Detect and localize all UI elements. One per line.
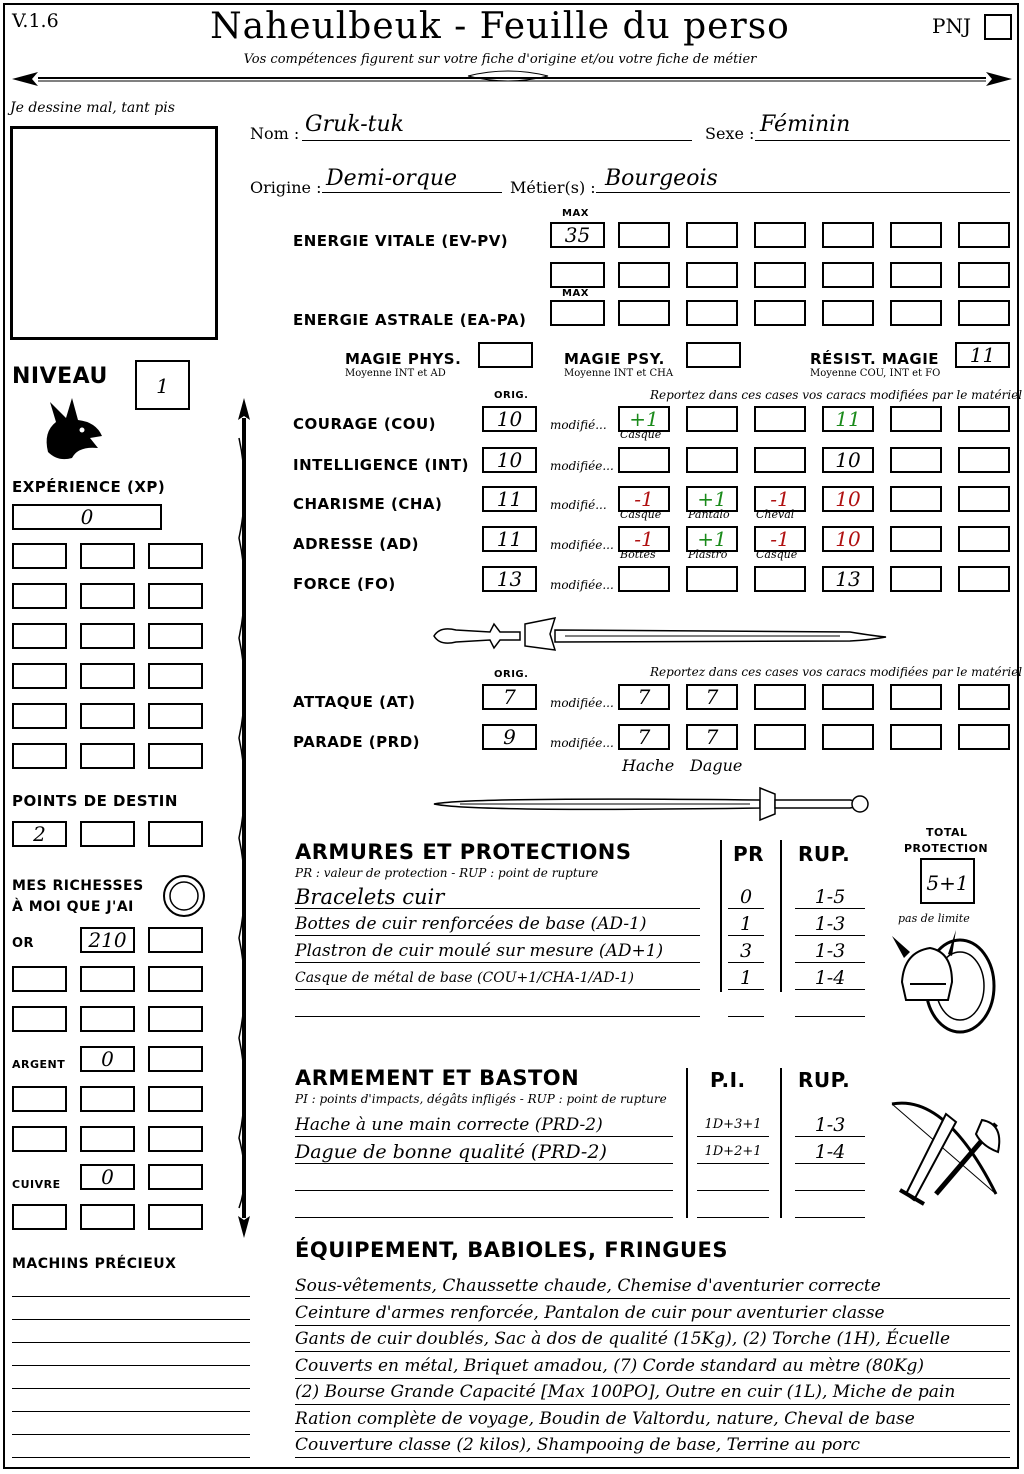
xp-box[interactable]: 0 bbox=[12, 504, 162, 530]
ad-orig-box-value: 11 bbox=[496, 527, 523, 551]
ev-box-row2-7[interactable] bbox=[958, 262, 1010, 288]
nom-value[interactable]: Gruk-tuk bbox=[305, 112, 404, 137]
armure-row-pr[interactable]: 0 bbox=[728, 884, 764, 909]
cou-orig-box[interactable] bbox=[482, 406, 537, 432]
prd-mod-box-1-value: 7 bbox=[637, 725, 651, 749]
origine-label: Origine : bbox=[250, 178, 322, 197]
money-box[interactable] bbox=[12, 1204, 67, 1230]
ad-mod-box-6[interactable] bbox=[958, 526, 1010, 552]
money-box[interactable] bbox=[80, 927, 135, 953]
ad-mod-source-3: Casque bbox=[756, 548, 798, 561]
prd-mod-box-1[interactable] bbox=[618, 724, 670, 750]
sword-upper bbox=[430, 610, 890, 660]
prd-mod-box-6[interactable] bbox=[958, 724, 1010, 750]
at-mod-box-1[interactable] bbox=[618, 684, 670, 710]
magie-psy-note: Moyenne INT et CHA bbox=[564, 368, 674, 379]
cha-mod-source-3: Cheval bbox=[756, 508, 795, 521]
crossed-weapons-icon bbox=[886, 1094, 1006, 1218]
xp-cell[interactable] bbox=[12, 743, 67, 769]
ev-box-row2-6[interactable] bbox=[890, 262, 942, 288]
at-orig-box[interactable] bbox=[482, 684, 537, 710]
sexe-value[interactable]: Féminin bbox=[760, 112, 851, 137]
prd-mod-box-5[interactable] bbox=[890, 724, 942, 750]
int-mod-box-1[interactable] bbox=[618, 447, 670, 473]
pr-header: PR bbox=[733, 842, 765, 866]
xp-cell[interactable] bbox=[148, 663, 203, 689]
cou-mod-source-1: Casque bbox=[620, 428, 662, 441]
xp-cell[interactable] bbox=[80, 703, 135, 729]
armure-row-pr[interactable]: 3 bbox=[728, 938, 764, 963]
xp-cell[interactable] bbox=[80, 543, 135, 569]
fo-orig-box[interactable] bbox=[482, 566, 537, 592]
armement-divider-2 bbox=[780, 1068, 782, 1218]
machins-line[interactable] bbox=[12, 1319, 250, 1320]
cha-mod-box-5[interactable] bbox=[890, 486, 942, 512]
destin-box-2[interactable] bbox=[80, 821, 135, 847]
ev-max-label: MAX bbox=[562, 208, 589, 219]
page-title: Naheulbeuk - Feuille du perso bbox=[210, 6, 790, 47]
ad-mod-box-4[interactable] bbox=[822, 526, 874, 552]
armure-row-rup[interactable] bbox=[795, 992, 865, 1017]
prd-mod-box-4[interactable] bbox=[822, 724, 874, 750]
armure-row-name[interactable] bbox=[295, 992, 700, 1017]
spear-divider-top bbox=[8, 66, 1016, 90]
cha-mod-source-2: Pantalo bbox=[688, 508, 730, 521]
machins-line[interactable] bbox=[12, 1342, 250, 1343]
armement-row-rup[interactable] bbox=[795, 1193, 865, 1218]
cha-modifie-label: modifié... bbox=[550, 498, 607, 512]
fo-mod-box-5[interactable] bbox=[890, 566, 942, 592]
magie-phys-note: Moyenne INT et AD bbox=[345, 368, 446, 379]
money-box[interactable] bbox=[80, 1046, 135, 1072]
ev-box-2[interactable] bbox=[686, 222, 738, 248]
cha-mod-box-4-value: 10 bbox=[835, 487, 861, 511]
prd-label: PARADE (PRD) bbox=[293, 733, 421, 751]
xp-cell[interactable] bbox=[80, 663, 135, 689]
total-label-1: TOTAL bbox=[926, 826, 968, 839]
money-box[interactable] bbox=[80, 1204, 135, 1230]
cha-mod-box-3-value: -1 bbox=[770, 487, 790, 511]
money-box[interactable] bbox=[148, 927, 203, 953]
money-box[interactable] bbox=[80, 1006, 135, 1032]
money-box[interactable] bbox=[148, 1204, 203, 1230]
money-box[interactable] bbox=[148, 1164, 203, 1190]
money-box[interactable] bbox=[148, 1006, 203, 1032]
armures-divider-1 bbox=[720, 840, 722, 992]
equipement-line[interactable]: Couverture classe (2 kilos), Shampooing de base, Terrine au porc bbox=[295, 1433, 1010, 1458]
argent-label: ARGENT bbox=[12, 1058, 66, 1071]
int-label: INTELLIGENCE (INT) bbox=[293, 456, 469, 474]
xp-cell[interactable] bbox=[148, 743, 203, 769]
at-label: ATTAQUE (AT) bbox=[293, 693, 416, 711]
armement-divider-1 bbox=[686, 1068, 688, 1218]
int-mod-box-6[interactable] bbox=[958, 447, 1010, 473]
armures-rup-header: RUP. bbox=[798, 842, 851, 866]
machins-line[interactable] bbox=[12, 1434, 250, 1435]
cou-label: COURAGE (COU) bbox=[293, 415, 437, 433]
magie-phys-box[interactable] bbox=[478, 342, 533, 368]
money-box-value: 0 bbox=[101, 1165, 114, 1189]
destin-box-3[interactable] bbox=[148, 821, 203, 847]
money-box[interactable] bbox=[80, 966, 135, 992]
at-orig-box-value: 7 bbox=[503, 685, 516, 709]
armure-row-pr[interactable]: 1 bbox=[728, 911, 764, 936]
metier-underline bbox=[596, 192, 1010, 193]
cou-mod-box-3[interactable] bbox=[754, 406, 806, 432]
pnj-checkbox[interactable] bbox=[984, 14, 1012, 40]
money-box[interactable] bbox=[12, 1126, 67, 1152]
ev-box-1[interactable] bbox=[618, 222, 670, 248]
prd-modifie-label: modifiée... bbox=[550, 736, 614, 750]
cou-mod-box-1-value: +1 bbox=[629, 407, 659, 431]
cou-mod-box-4-value: 11 bbox=[835, 407, 861, 431]
version-label: V.1.6 bbox=[12, 10, 59, 32]
armement-rup-header: RUP. bbox=[798, 1068, 851, 1092]
ad-mod-source-2: Plastro bbox=[688, 548, 728, 561]
money-box-value: 210 bbox=[88, 928, 127, 952]
armure-row-rup[interactable]: 1-3 bbox=[795, 938, 865, 963]
money-box[interactable] bbox=[148, 1046, 203, 1072]
ea-box-2[interactable] bbox=[686, 300, 738, 326]
at-mod-box-2[interactable] bbox=[686, 684, 738, 710]
ev-box-row2-5[interactable] bbox=[822, 262, 874, 288]
armure-row-pr[interactable] bbox=[728, 992, 764, 1017]
armement-row-pi[interactable] bbox=[697, 1166, 769, 1191]
destin-box-1[interactable]: 2 bbox=[12, 821, 67, 847]
at-mod-box-2-value: 7 bbox=[705, 685, 719, 709]
int-mod-box-2[interactable] bbox=[686, 447, 738, 473]
ea-box-6[interactable] bbox=[958, 300, 1010, 326]
ev-box-6[interactable] bbox=[958, 222, 1010, 248]
cha-mod-box-6[interactable] bbox=[958, 486, 1010, 512]
armement-row-rup[interactable] bbox=[795, 1166, 865, 1191]
ad-mod-box-3-value: -1 bbox=[770, 527, 790, 551]
cuivre-label: CUIVRE bbox=[12, 1178, 61, 1191]
money-box[interactable] bbox=[80, 1086, 135, 1112]
prd-mod-box-2[interactable] bbox=[686, 724, 738, 750]
helmet-shield-icon bbox=[890, 928, 1000, 1038]
money-box[interactable] bbox=[148, 966, 203, 992]
richesses-label-1: MES RICHESSES bbox=[12, 878, 144, 894]
ev-box-row2-1[interactable] bbox=[550, 262, 605, 288]
fo-modifie-label: modifiée... bbox=[550, 578, 614, 592]
magie-psy-label: MAGIE PSY. bbox=[564, 350, 665, 368]
magie-psy-box[interactable] bbox=[686, 342, 741, 368]
ad-label: ADRESSE (AD) bbox=[293, 535, 420, 553]
armures-note: PR : valeur de protection - RUP : point de rupture bbox=[295, 866, 599, 880]
combat-orig-label: ORIG. bbox=[494, 669, 529, 680]
sexe-underline bbox=[755, 140, 1010, 141]
fo-orig-box-value: 13 bbox=[496, 567, 523, 591]
equipement-line[interactable]: Ration complète de voyage, Boudin de Valtordu, nature, Cheval de base bbox=[295, 1407, 1010, 1432]
total-protection-box[interactable]: 5+1 bbox=[920, 858, 975, 904]
armement-row-rup[interactable]: 1-3 bbox=[795, 1112, 865, 1137]
armure-row-pr[interactable]: 1 bbox=[728, 965, 764, 990]
xp-cell[interactable] bbox=[12, 623, 67, 649]
prd-mod-box-2-value: 7 bbox=[705, 725, 719, 749]
or-label: OR bbox=[12, 936, 35, 951]
cou-mod-box-5[interactable] bbox=[890, 406, 942, 432]
money-box[interactable] bbox=[80, 1126, 135, 1152]
equipement-line[interactable]: Ceinture d'armes renforcée, Pantalon de cuir pour aventurier classe bbox=[295, 1301, 1010, 1326]
nom-label: Nom : bbox=[250, 124, 300, 143]
combat-report-note: Reportez dans ces cases vos caracs modifiées par le matériel bbox=[650, 665, 1023, 679]
money-box[interactable] bbox=[80, 1164, 135, 1190]
int-mod-box-4[interactable] bbox=[822, 447, 874, 473]
machins-line[interactable] bbox=[12, 1296, 250, 1297]
vertical-spear bbox=[232, 398, 256, 1238]
armement-row-name[interactable]: Hache à une main correcte (PRD-2) bbox=[295, 1112, 673, 1137]
at-mod-box-1-value: 7 bbox=[637, 685, 651, 709]
at-mod-box-3[interactable] bbox=[754, 684, 806, 710]
xp-cell[interactable] bbox=[148, 703, 203, 729]
machins-line[interactable] bbox=[12, 1457, 250, 1458]
ea-box-4[interactable] bbox=[822, 300, 874, 326]
armement-title: ARMEMENT ET BASTON bbox=[295, 1066, 580, 1090]
cha-orig-box-value: 11 bbox=[496, 487, 523, 511]
xp-cell[interactable] bbox=[12, 663, 67, 689]
int-mod-box-3[interactable] bbox=[754, 447, 806, 473]
xp-cell[interactable] bbox=[148, 583, 203, 609]
ea-max-box[interactable] bbox=[550, 300, 605, 326]
xp-cell[interactable] bbox=[12, 583, 67, 609]
int-mod-box-5[interactable] bbox=[890, 447, 942, 473]
armures-title: ARMURES ET PROTECTIONS bbox=[295, 840, 632, 864]
ev-box-row2-3[interactable] bbox=[686, 262, 738, 288]
cha-label: CHARISME (CHA) bbox=[293, 495, 443, 513]
armement-row-name[interactable] bbox=[295, 1166, 673, 1191]
ad-mod-box-5[interactable] bbox=[890, 526, 942, 552]
money-box[interactable] bbox=[12, 966, 67, 992]
equipement-line[interactable]: Couverts en métal, Briquet amadou, (7) Corde standard au mètre (80Kg) bbox=[295, 1354, 1010, 1379]
ev-box-5[interactable] bbox=[890, 222, 942, 248]
ev-box-4[interactable] bbox=[822, 222, 874, 248]
total-label-2: PROTECTION bbox=[904, 842, 989, 855]
resist-magie-label: RÉSIST. MAGIE bbox=[810, 350, 940, 368]
destin-label: POINTS DE DESTIN bbox=[12, 792, 178, 810]
armure-row-rup[interactable]: 1-5 bbox=[795, 884, 865, 909]
armement-note: PI : points d'impacts, dégâts infligés - RUP : point de rupture bbox=[295, 1092, 667, 1106]
cha-mod-box-4[interactable] bbox=[822, 486, 874, 512]
sword-lower bbox=[430, 782, 875, 826]
xp-cell[interactable] bbox=[80, 743, 135, 769]
caracs-report-note: Reportez dans ces cases vos caracs modifiées par le matériel bbox=[650, 388, 1023, 402]
xp-cell[interactable] bbox=[148, 543, 203, 569]
ea-box-1[interactable] bbox=[618, 300, 670, 326]
ad-mod-source-1: Bottes bbox=[620, 548, 656, 561]
machins-line[interactable] bbox=[12, 1411, 250, 1412]
richesses-label-2: À MOI QUE J'AI bbox=[12, 899, 134, 915]
sexe-label: Sexe : bbox=[705, 124, 755, 143]
armure-row-name[interactable]: Plastron de cuir moulé sur mesure (AD+1) bbox=[295, 938, 700, 963]
ev-max-box[interactable]: 35 bbox=[550, 222, 605, 248]
armures-divider-2 bbox=[780, 840, 782, 992]
ad-modifie-label: modifiée... bbox=[550, 538, 614, 552]
money-box[interactable] bbox=[12, 1086, 67, 1112]
page-subtitle: Vos compétences figurent sur votre fiche d'origine et/ou votre fiche de métier bbox=[243, 52, 757, 67]
fo-mod-box-3[interactable] bbox=[754, 566, 806, 592]
money-box[interactable] bbox=[12, 1006, 67, 1032]
fo-mod-box-4-value: 13 bbox=[835, 567, 861, 591]
armement-row-name[interactable] bbox=[295, 1193, 673, 1218]
ea-label: ENERGIE ASTRALE (EA-PA) bbox=[293, 311, 527, 329]
equipement-title: ÉQUIPEMENT, BABIOLES, FRINGUES bbox=[295, 1238, 728, 1262]
coin-icon bbox=[160, 872, 208, 920]
fo-mod-box-4[interactable] bbox=[822, 566, 874, 592]
armure-row-rup[interactable]: 1-3 bbox=[795, 911, 865, 936]
money-box-value: 0 bbox=[101, 1047, 114, 1071]
xp-cell[interactable] bbox=[12, 703, 67, 729]
metier-label: Métier(s) : bbox=[510, 178, 596, 197]
fo-mod-box-2[interactable] bbox=[686, 566, 738, 592]
ev-box-row2-2[interactable] bbox=[618, 262, 670, 288]
money-box[interactable] bbox=[148, 1126, 203, 1152]
armure-row-name[interactable]: Bottes de cuir renforcées de base (AD-1) bbox=[295, 911, 700, 936]
armement-row-pi[interactable]: 1D+2+1 bbox=[697, 1139, 769, 1164]
money-box[interactable] bbox=[148, 1086, 203, 1112]
prd-orig-box-value: 9 bbox=[503, 725, 516, 749]
ea-box-5[interactable] bbox=[890, 300, 942, 326]
pi-header: P.I. bbox=[710, 1068, 746, 1092]
equipement-line[interactable]: Gants de cuir doublés, Sac à dos de qualité (15Kg), (2) Torche (1H), Écuelle bbox=[295, 1327, 1010, 1352]
cha-mod-box-2-value: +1 bbox=[697, 487, 727, 511]
at-mod-box-4[interactable] bbox=[822, 684, 874, 710]
ad-orig-box[interactable] bbox=[482, 526, 537, 552]
at-mod-box-6[interactable] bbox=[958, 684, 1010, 710]
xp-cell[interactable] bbox=[80, 583, 135, 609]
armement-row-name[interactable]: Dague de bonne qualité (PRD-2) bbox=[295, 1139, 673, 1164]
portrait-caption: Je dessine mal, tant pis bbox=[10, 100, 175, 116]
cou-mod-box-2[interactable] bbox=[686, 406, 738, 432]
armure-row-name[interactable]: Casque de métal de base (COU+1/CHA-1/AD-1) bbox=[295, 965, 700, 990]
dragon-head-icon bbox=[38, 392, 108, 464]
ev-label: ENERGIE VITALE (EV-PV) bbox=[293, 232, 509, 250]
ev-box-row2-4[interactable] bbox=[754, 262, 806, 288]
weapon-2-label: Dague bbox=[690, 756, 743, 775]
prd-mod-box-3[interactable] bbox=[754, 724, 806, 750]
int-modifie-label: modifiée... bbox=[550, 459, 614, 473]
int-mod-box-4-value: 10 bbox=[835, 448, 861, 472]
ea-max-label: MAX bbox=[562, 288, 589, 299]
cha-mod-box-1-value: -1 bbox=[634, 487, 654, 511]
ad-mod-box-2-value: +1 bbox=[697, 527, 727, 551]
ad-mod-box-1-value: -1 bbox=[634, 527, 654, 551]
niveau-label: NIVEAU bbox=[12, 364, 108, 389]
magie-phys-label: MAGIE PHYS. bbox=[345, 350, 462, 368]
cha-mod-source-1: Casque bbox=[620, 508, 662, 521]
at-modifie-label: modifiée... bbox=[550, 696, 614, 710]
fo-label: FORCE (FO) bbox=[293, 575, 396, 593]
xp-cell[interactable] bbox=[12, 543, 67, 569]
int-orig-box-value: 10 bbox=[496, 448, 523, 472]
ev-box-3[interactable] bbox=[754, 222, 806, 248]
resist-magie-note: Moyenne COU, INT et FO bbox=[810, 368, 941, 379]
armement-row-pi[interactable]: 1D+3+1 bbox=[697, 1112, 769, 1137]
no-limit-note: pas de limite bbox=[898, 912, 970, 925]
machins-line[interactable] bbox=[12, 1365, 250, 1366]
cou-modifie-label: modifié... bbox=[550, 418, 607, 432]
origine-underline bbox=[322, 192, 502, 193]
cou-mod-box-6[interactable] bbox=[958, 406, 1010, 432]
equipement-line[interactable]: (2) Bourse Grande Capacité [Max 100PO], Outre en cuir (1L), Miche de pain bbox=[295, 1380, 1010, 1405]
xp-cell[interactable] bbox=[148, 623, 203, 649]
armement-row-pi[interactable] bbox=[697, 1193, 769, 1218]
xp-cell[interactable] bbox=[80, 623, 135, 649]
fo-mod-box-1[interactable] bbox=[618, 566, 670, 592]
nom-underline bbox=[302, 140, 692, 141]
orig-label: ORIG. bbox=[494, 390, 529, 401]
cou-orig-box-value: 10 bbox=[496, 407, 523, 431]
pnj-label: PNJ bbox=[932, 14, 971, 38]
armure-row-rup[interactable]: 1-4 bbox=[795, 965, 865, 990]
resist-magie-box[interactable]: 11 bbox=[955, 342, 1010, 368]
cou-mod-box-4[interactable] bbox=[822, 406, 874, 432]
weapon-1-label: Hache bbox=[622, 756, 675, 775]
niveau-box[interactable]: 1 bbox=[135, 360, 190, 410]
armement-row-rup[interactable]: 1-4 bbox=[795, 1139, 865, 1164]
ea-box-3[interactable] bbox=[754, 300, 806, 326]
armure-row-name[interactable]: Bracelets cuir bbox=[295, 884, 700, 909]
cha-orig-box[interactable] bbox=[482, 486, 537, 512]
int-orig-box[interactable] bbox=[482, 447, 537, 473]
ad-mod-box-4-value: 10 bbox=[835, 527, 861, 551]
at-mod-box-5[interactable] bbox=[890, 684, 942, 710]
prd-orig-box[interactable] bbox=[482, 724, 537, 750]
xp-label: EXPÉRIENCE (XP) bbox=[12, 478, 166, 496]
metier-value[interactable]: Bourgeois bbox=[605, 166, 718, 191]
machins-label: MACHINS PRÉCIEUX bbox=[12, 1256, 177, 1272]
equipement-line[interactable]: Sous-vêtements, Chaussette chaude, Chemise d'aventurier correcte bbox=[295, 1274, 1010, 1299]
machins-line[interactable] bbox=[12, 1388, 250, 1389]
fo-mod-box-6[interactable] bbox=[958, 566, 1010, 592]
origine-value[interactable]: Demi-orque bbox=[326, 166, 458, 191]
portrait-box[interactable] bbox=[10, 126, 218, 340]
